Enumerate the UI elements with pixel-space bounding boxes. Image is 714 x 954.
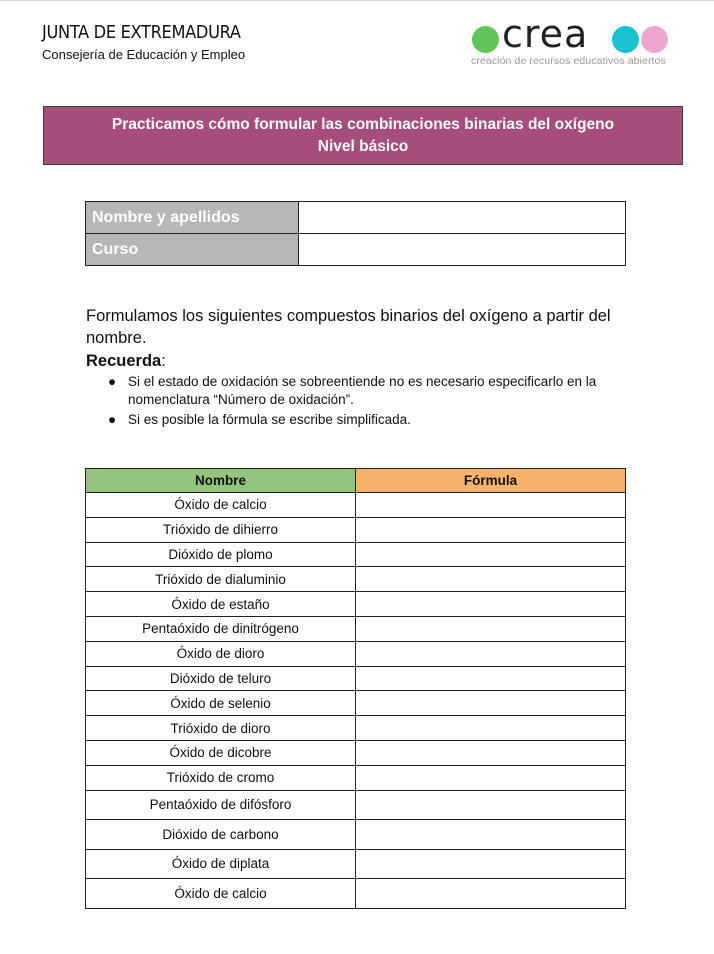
remember-bullet: [108, 373, 628, 409]
table-row: [86, 879, 626, 909]
compound-name: Trióxido de dialuminio: [86, 567, 356, 592]
junta-logo: [42, 22, 272, 64]
formula-cell[interactable]: [356, 641, 626, 666]
remember-list: [108, 373, 628, 431]
compound-name: Óxido de dioro: [86, 641, 356, 666]
student-course-row: [86, 234, 626, 266]
formula-cell[interactable]: [356, 493, 626, 518]
compound-name: Pentaóxido de difósforo: [86, 790, 356, 820]
compound-name: Dióxido de carbono: [86, 820, 356, 850]
formula-cell[interactable]: [356, 666, 626, 691]
formula-cell[interactable]: [356, 716, 626, 741]
formula-cell[interactable]: [356, 592, 626, 617]
table-row: [86, 849, 626, 879]
remember-bullet: [108, 411, 628, 429]
worksheet-level: Nivel básico: [317, 138, 409, 155]
table-row: [86, 740, 626, 765]
formula-cell[interactable]: [356, 879, 626, 909]
table-row: [86, 567, 626, 592]
table-row: [86, 666, 626, 691]
compound-name: Trióxido de dihierro: [86, 517, 356, 542]
compounds-header-row: [86, 469, 626, 493]
crea-wordmark: crea: [502, 12, 589, 56]
table-row: [86, 716, 626, 741]
crea-green-dot-icon: [472, 26, 499, 53]
formula-cell[interactable]: [356, 790, 626, 820]
formula-cell[interactable]: [356, 691, 626, 716]
compound-name: Óxido de selenio: [86, 691, 356, 716]
top-divider: [0, 0, 714, 1]
formula-cell[interactable]: [356, 820, 626, 850]
student-name-field[interactable]: [299, 202, 626, 234]
table-row: [86, 820, 626, 850]
bullet-dot-icon: ●: [108, 412, 117, 427]
formula-cell[interactable]: [356, 542, 626, 567]
formula-cell[interactable]: [356, 765, 626, 790]
table-row: [86, 790, 626, 820]
remember-bullet-text: Si es posible la fórmula se escribe simplificada.: [128, 412, 411, 427]
table-row: [86, 493, 626, 518]
student-name-row: [86, 202, 626, 234]
worksheet-title: Practicamos cómo formular las combinaciones binarias del oxígeno: [111, 116, 615, 133]
crea-logo: [470, 12, 680, 72]
compound-name: Óxido de diplata: [86, 849, 356, 879]
bullet-dot-icon: ●: [108, 374, 117, 389]
compounds-table: [85, 468, 626, 909]
remember-label: Recuerda: [86, 352, 162, 370]
compound-name: Dióxido de plomo: [86, 542, 356, 567]
instructions-intro: Formulamos los siguientes compuestos binarios del oxígeno a partir del nombre.: [86, 307, 611, 347]
header-name: Nombre: [86, 469, 356, 493]
compound-name: Trióxido de dioro: [86, 716, 356, 741]
table-row: [86, 691, 626, 716]
table-row: [86, 542, 626, 567]
table-row: [86, 616, 626, 641]
compound-name: Óxido de calcio: [86, 493, 356, 518]
crea-cyan-dot-icon: [612, 26, 639, 53]
remember-bullet-text: Si el estado de oxidación se sobreentiende no es necesario especificarlo en la nomenclatura “Número de oxidación”.: [128, 374, 597, 407]
formula-cell[interactable]: [356, 849, 626, 879]
formula-cell[interactable]: [356, 740, 626, 765]
remember-heading: [86, 350, 166, 372]
table-row: [86, 517, 626, 542]
compound-name: Óxido de calcio: [86, 879, 356, 909]
student-name-label: Nombre y apellidos: [86, 202, 299, 234]
crea-tagline: creación de recursos educativos abiertos: [471, 55, 666, 67]
worksheet-title-banner: [43, 106, 683, 165]
compound-name: Pentaóxido de dinitrógeno: [86, 616, 356, 641]
formula-cell[interactable]: [356, 567, 626, 592]
student-info-table: [85, 201, 626, 266]
student-course-label: Curso: [86, 234, 299, 266]
table-row: [86, 765, 626, 790]
formula-cell[interactable]: [356, 616, 626, 641]
compound-name: Dióxido de teluro: [86, 666, 356, 691]
header-formula: Fórmula: [356, 469, 626, 493]
junta-title: JUNTA DE EXTREMADURA: [42, 22, 241, 43]
table-row: [86, 592, 626, 617]
crea-pink-dot-icon: [641, 26, 668, 53]
table-row: [86, 641, 626, 666]
compound-name: Óxido de estaño: [86, 592, 356, 617]
junta-subtitle: Consejería de Educación y Empleo: [42, 47, 246, 62]
compound-name: Trióxido de cromo: [86, 765, 356, 790]
compound-name: Óxido de dicobre: [86, 740, 356, 765]
student-course-field[interactable]: [299, 234, 626, 266]
formula-cell[interactable]: [356, 517, 626, 542]
remember-colon: :: [161, 352, 166, 370]
